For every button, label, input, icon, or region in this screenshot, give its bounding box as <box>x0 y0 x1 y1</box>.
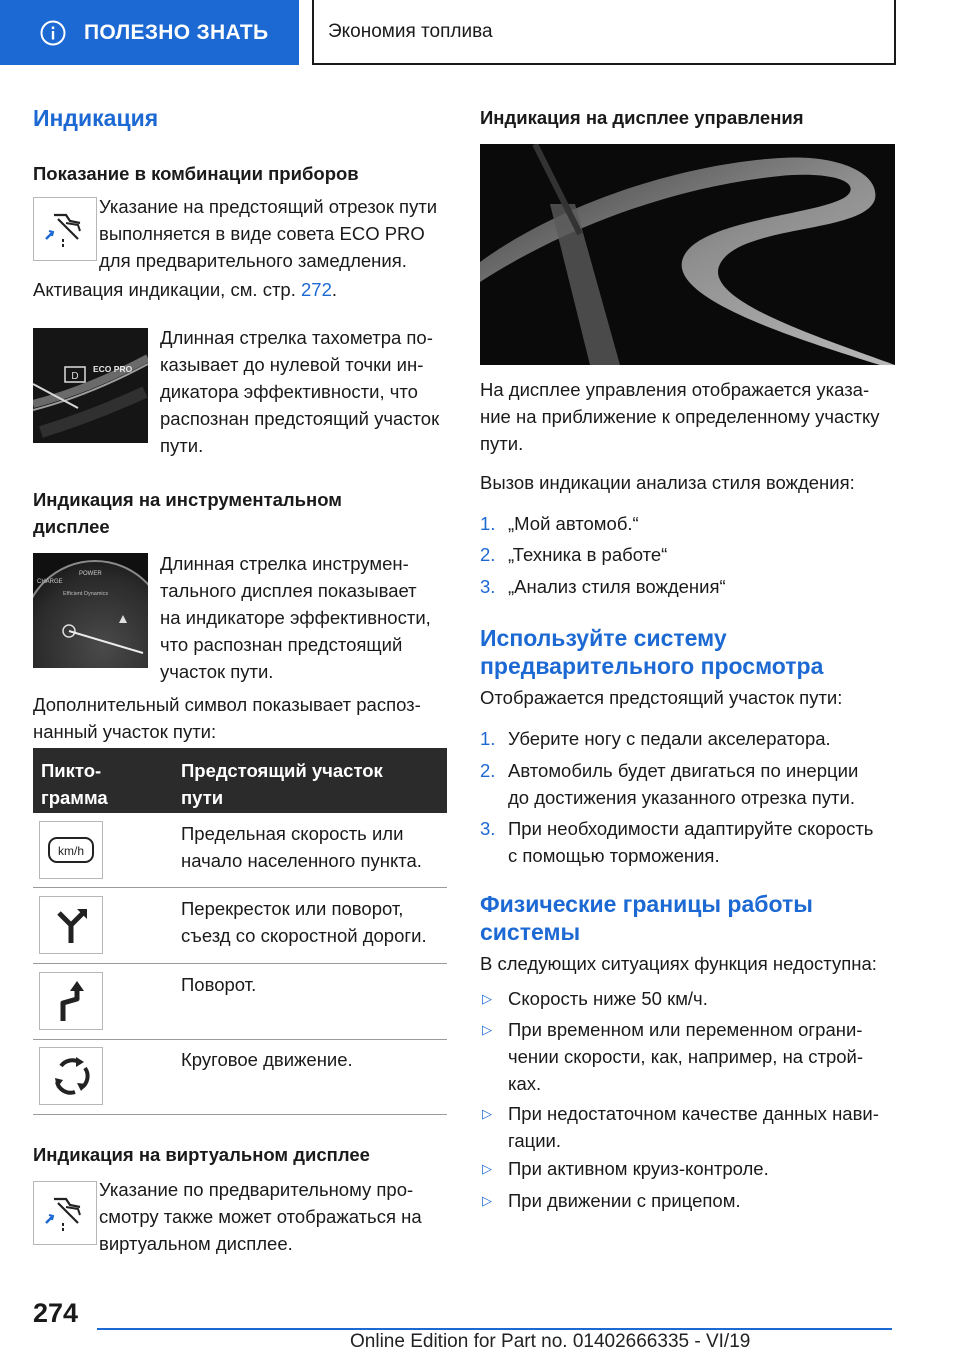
step-number: 3. <box>480 576 496 597</box>
menu-step: „Анализ стиля вождения“ <box>508 576 726 597</box>
table-header-pictogram: Пикто- грамма <box>41 760 108 808</box>
tachometer-image <box>33 328 148 443</box>
table-divider <box>33 1039 447 1040</box>
step-number: 1. <box>480 513 496 534</box>
coasting-icon <box>40 1193 90 1233</box>
bullet-triangle-icon: ▷ <box>482 1106 492 1121</box>
use-system-intro: Отображается предстоящий участок пути: <box>480 687 843 708</box>
speed-limit-label: km/h <box>57 844 85 858</box>
eco-pro-hint-pictogram <box>33 197 97 261</box>
instruction-step: Автомобиль будет двигаться по инерции до достижения указанного отрезка пути. <box>508 760 859 808</box>
gauge-label-charge: CHARGE <box>37 579 63 585</box>
footer-rule <box>97 1328 892 1330</box>
section-tab-label: ПОЛЕЗНО ЗНАТЬ <box>84 20 269 44</box>
limits-intro: В следующих ситуациях функция недоступна: <box>480 953 877 974</box>
table-row: Перекресток или поворот, съезд со скоростной дороги. <box>181 898 427 946</box>
list-item: Скорость ниже 50 км/ч. <box>508 988 708 1009</box>
gauge-label-efficient: Efficient Dynamics <box>63 591 109 597</box>
table-row: Круговое движение. <box>181 1049 353 1070</box>
list-item: При недостаточном качестве данных нави- гации. <box>508 1103 879 1151</box>
coasting-icon <box>40 209 90 249</box>
info-icon <box>40 20 66 46</box>
table-row: Предельная скорость или начало населенного пункта. <box>181 823 422 871</box>
bullet-triangle-icon: ▷ <box>482 1193 492 1208</box>
bullet-triangle-icon: ▷ <box>482 1022 492 1037</box>
tacho-text: Длинная стрелка тахометра по- казывает до нулевой точки ин- дикатора эффективности, что распознан предстоящий участок пути. <box>160 327 440 456</box>
speed-limit-icon <box>39 821 103 879</box>
virtual-hint-pictogram <box>33 1181 97 1245</box>
subheading-instrument-display: Индикация на инструментальном дисплее <box>33 489 342 537</box>
instrument-text: Длинная стрелка инструмен- тального дисплея показывает на индикаторе эффективности, что распознан предстоящий участок пути. <box>160 553 431 682</box>
step-number: 3. <box>480 818 496 839</box>
cluster-text: Указание на предстоящий отрезок пути выполняется в виде совета ECO PRO для предварительного замедления. <box>99 196 438 271</box>
table-header <box>33 748 447 813</box>
gauge-label-power: POWER <box>79 571 102 577</box>
virtual-text: Указание по предварительному про- смотру также может отображаться на виртуальном дисплее. <box>99 1179 422 1254</box>
menu-step: „Техника в работе“ <box>508 544 668 565</box>
table-header-section: Предстоящий участок пути <box>181 760 383 808</box>
step-number: 2. <box>480 544 496 565</box>
bullet-triangle-icon: ▷ <box>482 1161 492 1176</box>
turn-icon <box>39 972 103 1030</box>
roundabout-icon <box>39 1047 103 1105</box>
heading-use-system: Используйте систему предварительного просмотра <box>480 625 824 679</box>
instrument-gauge-image <box>33 553 148 668</box>
heading-indication: Индикация <box>33 105 159 131</box>
control-display-text: На дисплее управления отображается указа- ние на приближение к определенному участку пути. <box>480 379 880 454</box>
list-item: При движении с прицепом. <box>508 1190 741 1211</box>
footer-edition: Online Edition for Part no. 01402666335 - VI/19 <box>350 1331 751 1352</box>
step-number: 2. <box>480 760 496 781</box>
section-tab[interactable] <box>0 0 299 65</box>
page-number: 274 <box>33 1298 79 1328</box>
instruction-step: Уберите ногу с педали акселератора. <box>508 728 831 749</box>
subheading-cluster: Показание в комбинации приборов <box>33 163 359 184</box>
tacho-gear: D <box>71 371 79 382</box>
junction-icon <box>39 896 103 954</box>
subheading-virtual-display: Индикация на виртуальном дисплее <box>33 1144 370 1165</box>
table-divider <box>33 1114 447 1115</box>
chapter-header <box>312 0 896 65</box>
list-item: При активном круиз-контроле. <box>508 1158 769 1179</box>
subheading-control-display: Индикация на дисплее управления <box>480 107 804 128</box>
heading-physical-limits: Физические границы работы системы <box>480 891 813 945</box>
control-display-road-image <box>480 144 895 365</box>
call-intro: Вызов индикации анализа стиля вождения: <box>480 472 855 493</box>
chapter-title: Экономия топлива <box>328 20 493 42</box>
activation-reference: Активация индикации, см. стр. 272. <box>33 279 338 300</box>
table-row: Поворот. <box>181 974 257 995</box>
table-divider <box>33 963 447 964</box>
bullet-triangle-icon: ▷ <box>482 991 492 1006</box>
tacho-eco-pro: ECO PRO <box>93 364 133 374</box>
step-number: 1. <box>480 728 496 749</box>
menu-step: „Мой автомоб.“ <box>508 513 639 534</box>
symbol-intro: Дополнительный символ показывает распоз- нанный участок пути: <box>33 694 421 742</box>
instruction-step: При необходимости адаптируйте скорость с помощью торможения. <box>508 818 874 866</box>
list-item: При временном или переменном ограни- чении скорости, как, например, на строй- ках. <box>508 1019 864 1094</box>
table-divider <box>33 887 447 888</box>
page-link-272[interactable]: 272 <box>301 279 332 300</box>
